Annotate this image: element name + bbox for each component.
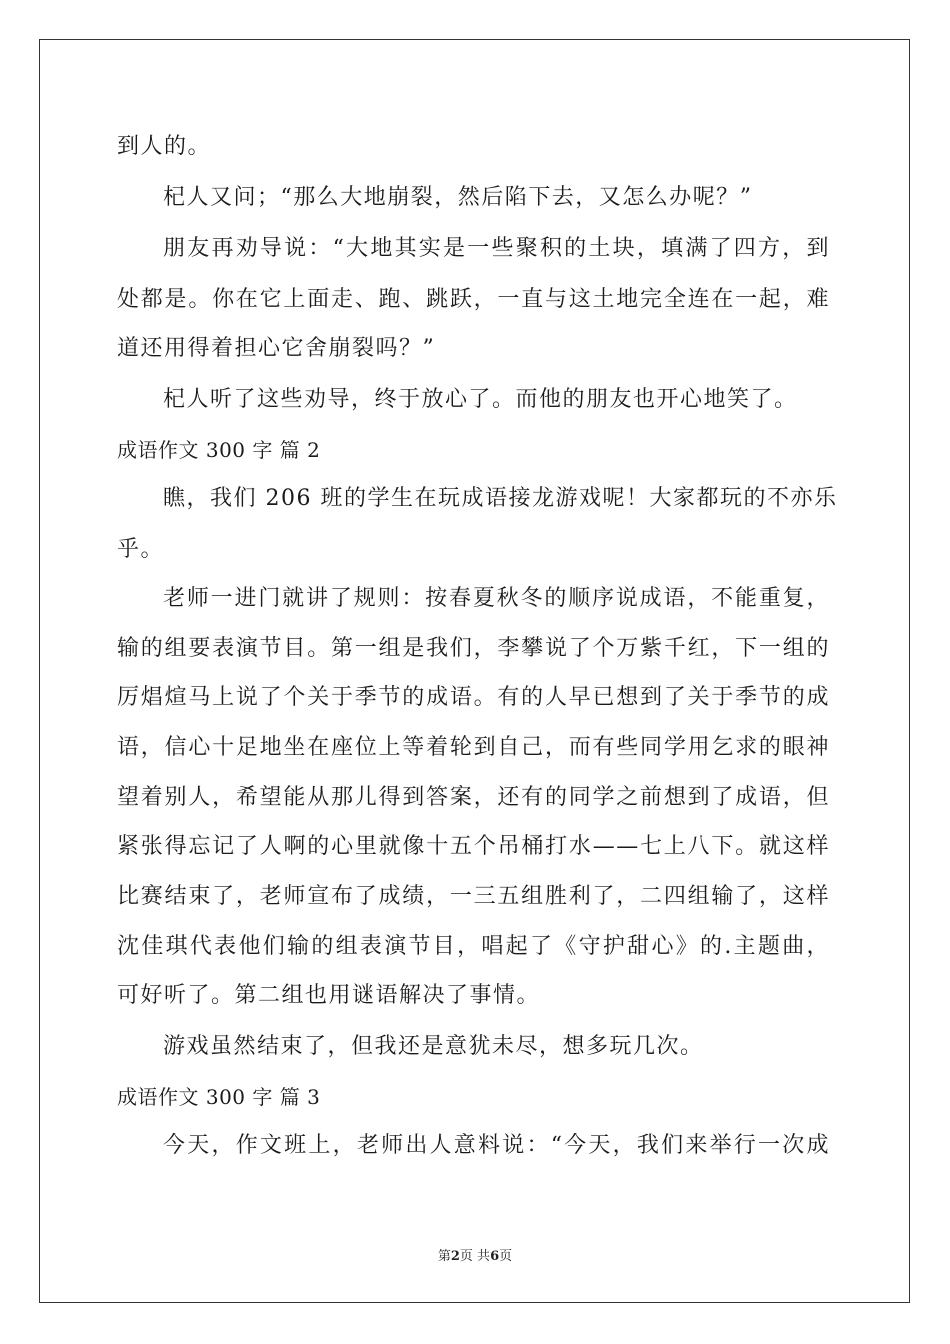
text-line: 朋友再劝导说：“大地其实是一些聚积的土块，填满了四方，到 xyxy=(163,236,830,261)
text-line: 老师一进门就讲了规则：按春夏秋冬的顺序说成语，不能重复， xyxy=(163,586,830,611)
text-line: 道还用得着担心它舍崩裂吗？” xyxy=(117,336,436,361)
page-footer xyxy=(0,1248,950,1266)
page-border xyxy=(39,39,910,1303)
current-page-number: 2 xyxy=(450,1249,460,1264)
text-line: 瞧，我们 206 班的学生在玩成语接龙游戏呢！大家都玩的不亦乐 xyxy=(163,486,838,511)
text-line: 杞人又问；“那么大地崩裂，然后陷下去，又怎么办呢？” xyxy=(163,185,753,210)
text-line: 处都是。你在它上面走、跑、跳跃，一直与这土地完全连在一起，难 xyxy=(117,287,830,312)
text-line: 今天，作文班上，老师出人意料说：“今天，我们来举行一次成 xyxy=(163,1133,830,1158)
footer-mid: 页 共 xyxy=(459,1249,491,1264)
text-line: 可好听了。第二组也用谜语解决了事情。 xyxy=(117,983,541,1008)
text-line: 杞人听了这些劝导，终于放心了。而他的朋友也开心地笑了。 xyxy=(163,387,798,412)
footer-prefix: 第 xyxy=(437,1249,451,1264)
text-line: 紧张得忘记了人啊的心里就像十五个吊桶打水——七上八下。就这样 xyxy=(117,834,830,859)
section-heading: 成语作文 300 字 篇 3 xyxy=(117,1085,321,1109)
text-line: 厉焻煊马上说了个关于季节的成语。有的人早已想到了关于季节的成 xyxy=(117,685,830,710)
text-line: 输的组要表演节目。第一组是我们，李攀说了个万紫千红，下一组的 xyxy=(117,636,830,661)
total-page-number: 6 xyxy=(490,1249,500,1264)
text-line: 到人的。 xyxy=(117,134,212,159)
text-line: 望着别人，希望能从那儿得到答案，还有的同学之前想到了成语，但 xyxy=(117,785,830,810)
text-line: 乎。 xyxy=(117,537,165,562)
footer-suffix: 页 xyxy=(499,1249,513,1264)
text-line: 游戏虽然结束了，但我还是意犹未尽，想多玩几次。 xyxy=(163,1034,704,1059)
section-heading: 成语作文 300 字 篇 2 xyxy=(117,438,321,462)
text-line: 语，信心十足地坐在座位上等着轮到自己，而有些同学用乞求的眼神 xyxy=(117,735,830,760)
text-line: 沈佳琪代表他们输的组表演节目，唱起了《守护甜心》的.主题曲， xyxy=(117,934,830,959)
text-line: 比赛结束了，老师宣布了成绩，一三五组胜利了，二四组输了，这样 xyxy=(117,884,830,909)
